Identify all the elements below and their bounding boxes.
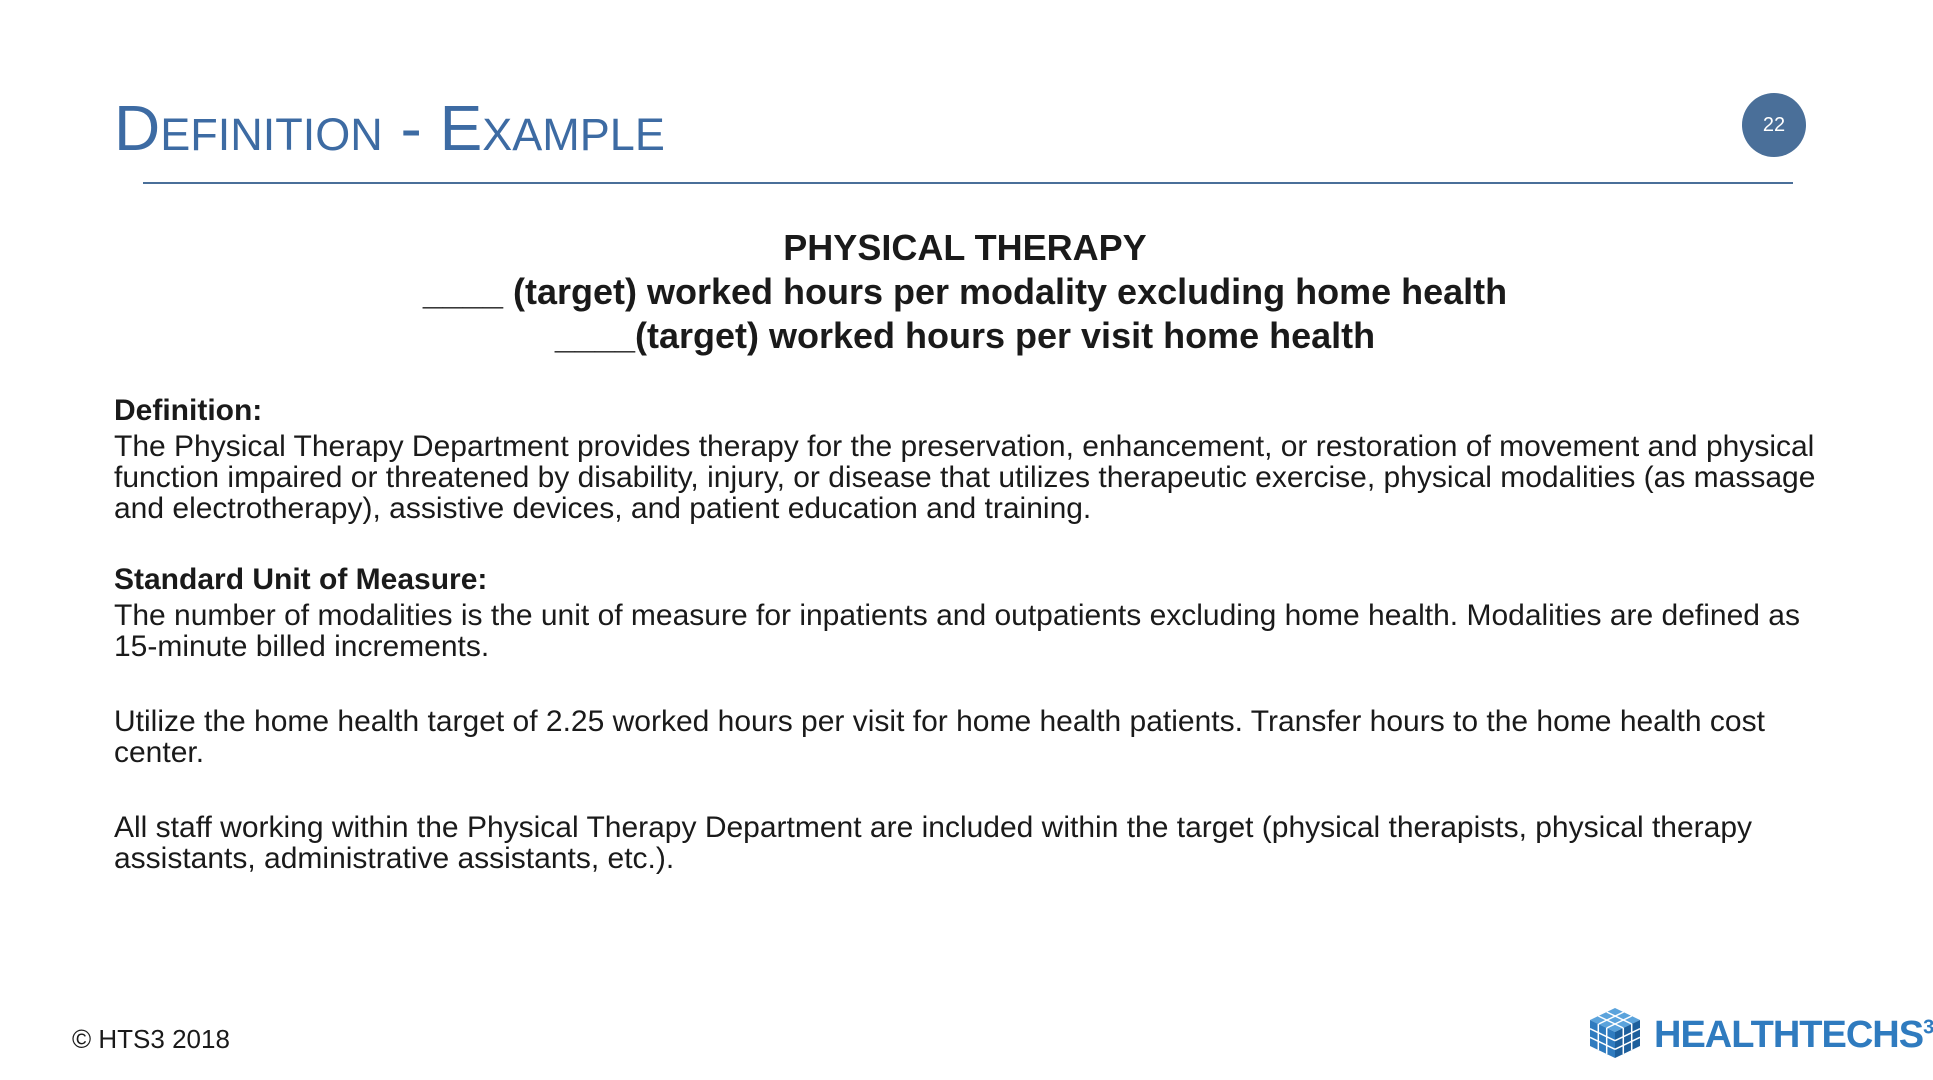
logo-suffix: S (1898, 1014, 1924, 1056)
definition-label: Definition: (114, 394, 263, 427)
heading-line-3: ____(target) worked hours per visit home health (554, 315, 1376, 356)
page-number-badge: 22 (1742, 93, 1806, 157)
logo-superscript: 3 (1923, 1016, 1933, 1039)
cube-grid-icon (1586, 1006, 1644, 1065)
heading-block (0, 226, 1930, 358)
definition-text: The Physical Therapy Department provides therapy for the preservation, enhancement, or restoration of movement and physical function impaired or threatened by disability, injury, or disease that utilizes therapeutic exercise, physical modalities (as massage and electrotherapy), assistive devices, and patient education and training. (114, 430, 1816, 525)
logo-word: HEALTHTECH (1654, 1014, 1899, 1056)
unit-paragraph-1: The number of modalities is the unit of measure for inpatients and outpatients excluding home health. Modalities are defined as 15-minute billed increments. (114, 599, 1800, 663)
title-divider (143, 182, 1793, 184)
copyright-notice: © HTS3 2018 (72, 1024, 230, 1054)
unit-of-measure-label: Standard Unit of Measure: (114, 563, 488, 596)
slide-title: Definition - Example (114, 92, 665, 164)
unit-paragraph-2: Utilize the home health target of 2.25 worked hours per visit for home health patients. Transfer hours to the home health cost center. (114, 705, 1765, 769)
unit-paragraph-3: All staff working within the Physical Therapy Department are included within the target (physical therapists, physical therapy assistants, administrative assistants, etc.). (114, 811, 1753, 875)
slide-content (114, 393, 1834, 874)
heading-line-1: PHYSICAL THERAPY (783, 227, 1147, 268)
logo-wordmark (1654, 1014, 1933, 1057)
heading-line-2: ____ (target) worked hours per modality excluding home health (422, 271, 1508, 312)
healthtech-logo (1586, 1006, 1933, 1065)
